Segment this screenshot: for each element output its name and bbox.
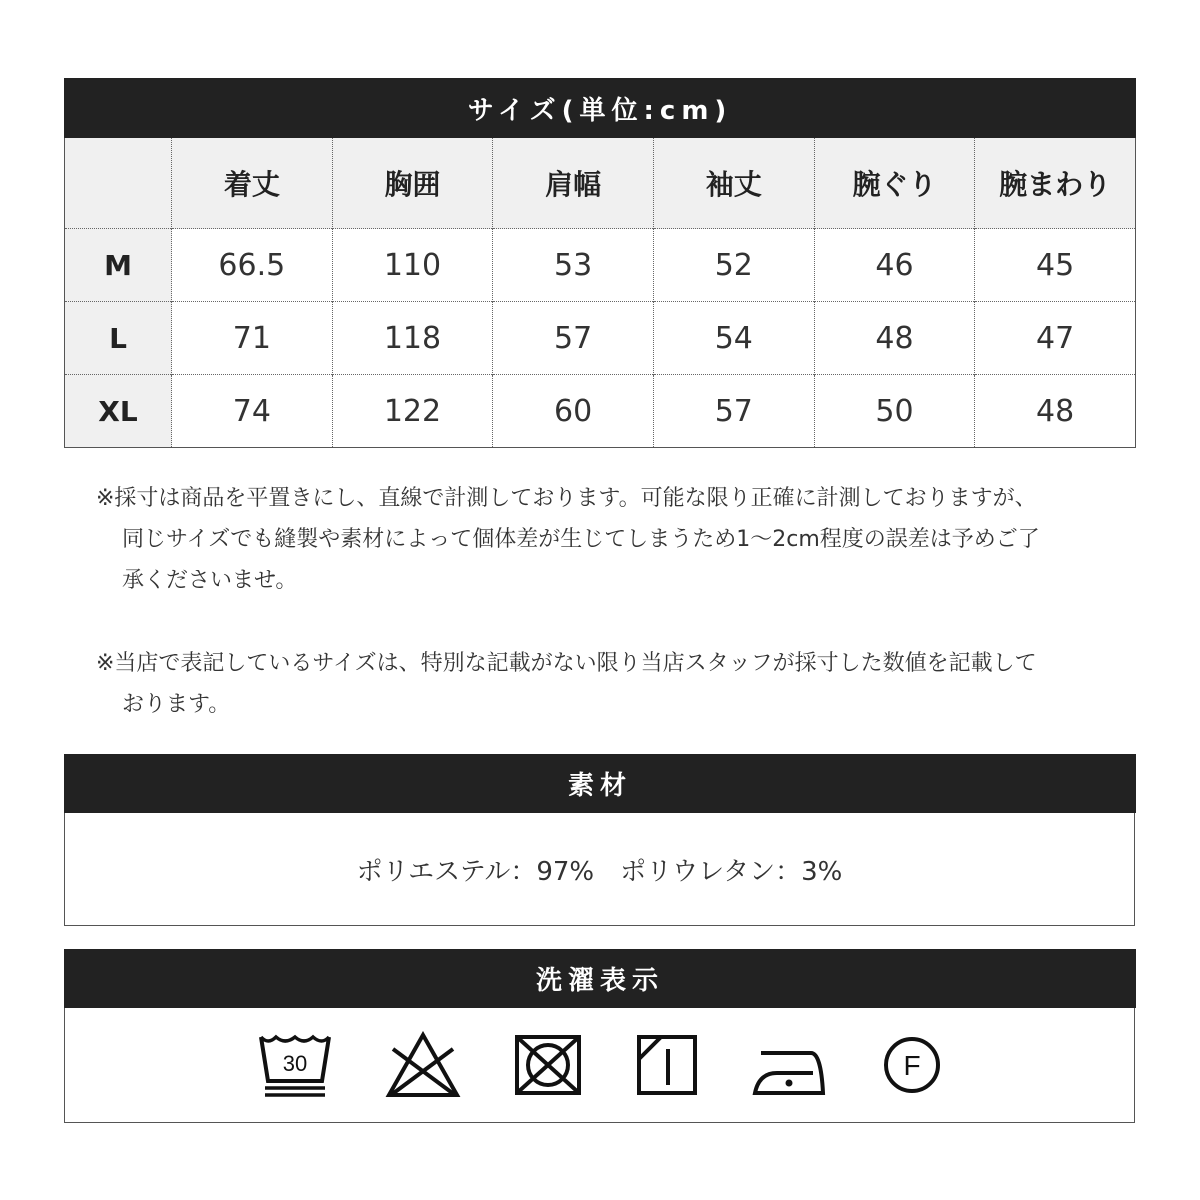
wash-temperature-label: 30 [282, 1051, 307, 1076]
table-cell: 54 [653, 302, 814, 375]
row-header-size: M [65, 229, 172, 302]
column-header-chest: 胸囲 [332, 138, 493, 229]
table-cell: 71 [172, 302, 333, 375]
table-cell: 122 [332, 375, 493, 448]
wash-30-weak-icon [257, 1031, 333, 1099]
table-row [65, 375, 1136, 448]
table-cell: 53 [493, 229, 654, 302]
table-cell: 47 [975, 302, 1136, 375]
table-row [65, 229, 1136, 302]
table-cell: 57 [653, 375, 814, 448]
table-cell: 48 [814, 302, 975, 375]
table-cell: 50 [814, 375, 975, 448]
table-cell: 110 [332, 229, 493, 302]
line-dry-shade-icon [635, 1033, 699, 1097]
size-table [64, 138, 1136, 448]
table-cell: 118 [332, 302, 493, 375]
column-header-sleeve: 袖丈 [653, 138, 814, 229]
column-header-length: 着丈 [172, 138, 333, 229]
no-tumble-dry-icon [513, 1033, 583, 1097]
iron-low-icon [751, 1033, 829, 1097]
column-header-armhole: 腕ぐり [814, 138, 975, 229]
table-cell: 74 [172, 375, 333, 448]
table-row [65, 302, 1136, 375]
dry-clean-solvent-label: F [902, 1050, 921, 1081]
care-symbols [64, 1008, 1135, 1123]
column-header-shoulder: 肩幅 [493, 138, 654, 229]
material-section-title: 素材 [64, 754, 1136, 813]
size-table-header [65, 138, 1136, 229]
dry-clean-f-icon [881, 1034, 943, 1096]
table-cell: 52 [653, 229, 814, 302]
note-measurement-method: ※採寸は商品を平置きにし、直線で計測しております。可能な限り正確に計測しておりますが、同じサイズでも縫製や素材によって個体差が生じてしまうため1〜2cm程度の誤差は予めご了承くださいませ。 [96, 486, 1040, 593]
row-header-size: XL [65, 375, 172, 448]
no-bleach-icon [385, 1031, 461, 1099]
table-cell: 66.5 [172, 229, 333, 302]
table-cell: 45 [975, 229, 1136, 302]
column-header-arm-circumference: 腕まわり [975, 138, 1136, 229]
table-cell: 57 [493, 302, 654, 375]
material-composition [64, 813, 1135, 926]
row-header-size: L [65, 302, 172, 375]
table-cell: 48 [975, 375, 1136, 448]
corner-cell [65, 138, 172, 229]
note-size-source: ※当店で表記しているサイズは、特別な記載がない限り当店スタッフが採寸した数値を記載しております。 [96, 651, 1037, 717]
size-section-title: サイズ(単位:cm) [64, 78, 1136, 138]
table-cell: 60 [493, 375, 654, 448]
table-cell: 46 [814, 229, 975, 302]
measurement-notes [96, 478, 1056, 767]
care-section-title: 洗濯表示 [64, 949, 1136, 1008]
material-text: ポリエステル：97% ポリウレタン：3% [356, 856, 843, 887]
